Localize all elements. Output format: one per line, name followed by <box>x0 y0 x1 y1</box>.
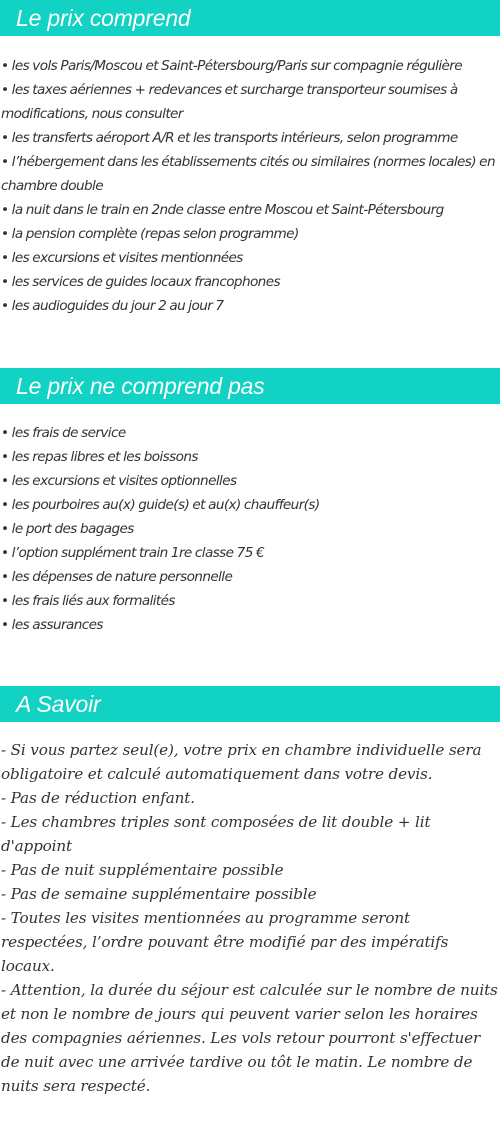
list-item-text: les repas libres et les boissons <box>11 449 198 465</box>
list-item <box>1 78 500 126</box>
list-item <box>1 54 500 78</box>
price-includes-section <box>0 0 500 318</box>
bullet-icon: • <box>1 154 9 170</box>
list-item-text: les frais de service <box>11 425 126 441</box>
good-to-know-heading: A Savoir <box>0 686 500 722</box>
list-item <box>1 469 500 493</box>
list-item <box>1 421 500 445</box>
good-to-know-notes <box>0 738 500 1098</box>
bullet-icon: • <box>1 545 9 561</box>
list-item-text: les services de guides locaux francophones <box>11 274 280 290</box>
bullet-icon: • <box>1 497 9 513</box>
good-to-know-section <box>0 686 500 1098</box>
bullet-icon: • <box>1 226 9 242</box>
note-paragraph: - Si vous partez seul(e), votre prix en chambre individuelle sera obligatoire et calculé automatiquement dans votre devis. <box>1 741 482 783</box>
note-paragraph: - Toutes les visites mentionnées au programme seront respectées, l’ordre pouvant être modifié par des impératifs locaux. <box>1 909 449 975</box>
list-item-text: les excursions et visites optionnelles <box>11 473 237 489</box>
bullet-icon: • <box>1 425 9 441</box>
list-item <box>1 589 500 613</box>
list-item-text: les transferts aéroport A/R et les transports intérieurs, selon programme <box>11 130 458 146</box>
bullet-icon: • <box>1 58 9 74</box>
list-item-text: l’option supplément train 1re classe 75 € <box>11 545 265 561</box>
bullet-icon: • <box>1 617 9 633</box>
bullet-icon: • <box>1 202 9 218</box>
list-item <box>1 493 500 517</box>
bullet-icon: • <box>1 274 9 290</box>
bullet-icon: • <box>1 130 9 146</box>
bullet-icon: • <box>1 521 9 537</box>
price-includes-heading: Le prix comprend <box>0 0 500 36</box>
list-item-text: les frais liés aux formalités <box>11 593 175 609</box>
list-item <box>1 222 500 246</box>
note-paragraph: - Les chambres triples sont composées de lit double + lit d'appoint <box>1 813 431 855</box>
list-item-text: les vols Paris/Moscou et Saint-Pétersbourg/Paris sur compagnie régulière <box>11 58 463 74</box>
price-excludes-heading: Le prix ne comprend pas <box>0 368 500 404</box>
list-item <box>1 270 500 294</box>
bullet-icon: • <box>1 250 9 266</box>
list-item <box>1 294 500 318</box>
price-excludes-section <box>0 368 500 637</box>
list-item <box>1 246 500 270</box>
price-excludes-list <box>0 421 500 637</box>
list-item-text: l’hébergement dans les établissements cités ou similaires (normes locales) en chambre double <box>1 154 495 194</box>
list-item <box>1 565 500 589</box>
list-item-text: les audioguides du jour 2 au jour 7 <box>11 298 224 314</box>
list-item <box>1 445 500 469</box>
list-item <box>1 517 500 541</box>
note-paragraph: - Attention, la durée du séjour est calculée sur le nombre de nuits et non le nombre de jours qui peuvent varier selon les horaires des compagnies aériennes. Les vols retour pourront s'effectuer de nuit avec une arrivée tardive ou tôt le matin. Le nombre de nuits sera respecté. <box>1 981 498 1095</box>
list-item <box>1 198 500 222</box>
list-item <box>1 541 500 565</box>
list-item-text: la nuit dans le train en 2nde classe entre Moscou et Saint-Pétersbourg <box>11 202 444 218</box>
list-item <box>1 150 500 198</box>
bullet-icon: • <box>1 298 9 314</box>
list-item-text: la pension complète (repas selon programme) <box>11 226 299 242</box>
price-includes-list <box>0 54 500 318</box>
bullet-icon: • <box>1 569 9 585</box>
bullet-icon: • <box>1 449 9 465</box>
list-item-text: les assurances <box>11 617 103 633</box>
list-item-text: les pourboires au(x) guide(s) et au(x) chauffeur(s) <box>11 497 320 513</box>
note-paragraph: - Pas de semaine supplémentaire possible <box>1 885 317 903</box>
note-paragraph: - Pas de réduction enfant. <box>1 789 195 807</box>
list-item <box>1 613 500 637</box>
bullet-icon: • <box>1 82 9 98</box>
list-item-text: les dépenses de nature personnelle <box>11 569 233 585</box>
list-item-text: le port des bagages <box>11 521 134 537</box>
bullet-icon: • <box>1 593 9 609</box>
bullet-icon: • <box>1 473 9 489</box>
list-item-text: les excursions et visites mentionnées <box>11 250 243 266</box>
list-item-text: les taxes aériennes + redevances et surcharge transporteur soumises à modifications, nous consulter <box>1 82 458 122</box>
note-paragraph: - Pas de nuit supplémentaire possible <box>1 861 284 879</box>
list-item <box>1 126 500 150</box>
